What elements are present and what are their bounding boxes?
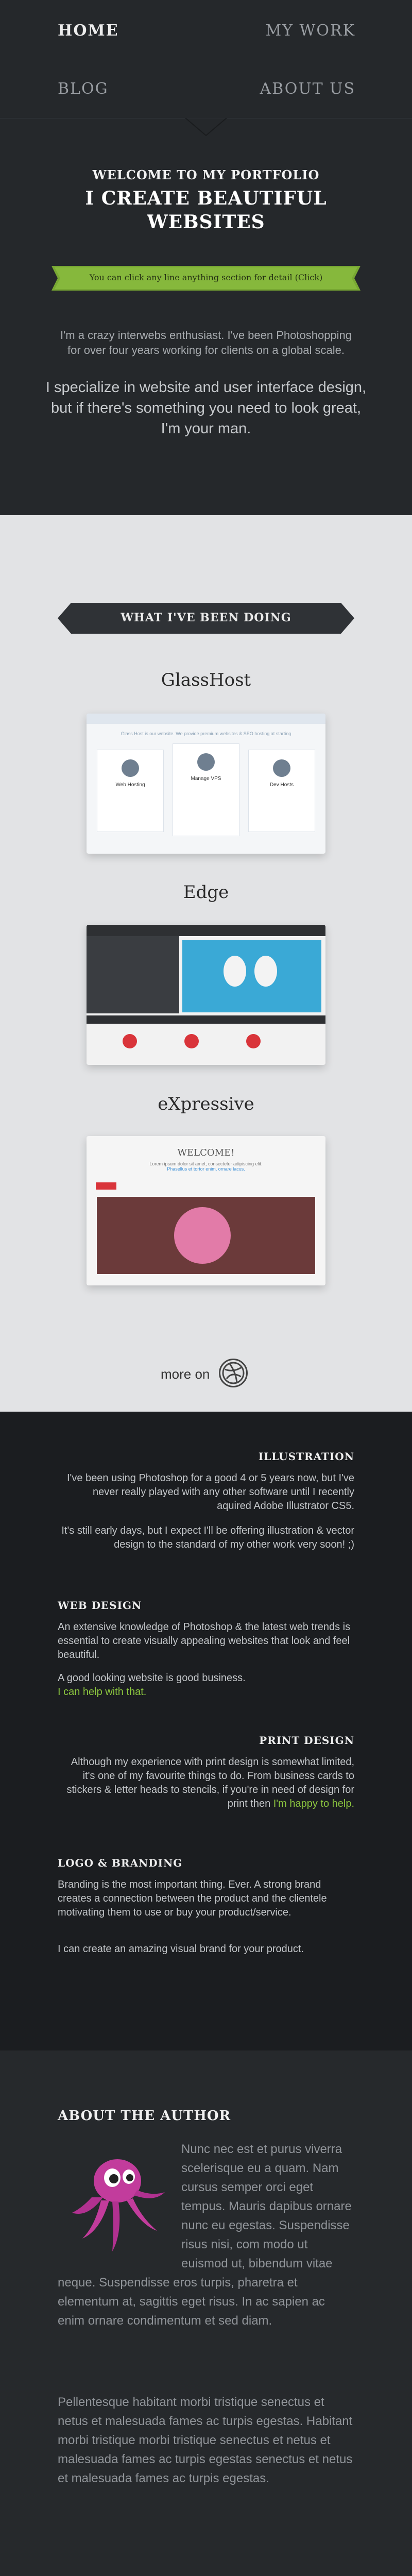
nav-notch-arrow	[185, 118, 227, 137]
hero	[0, 118, 412, 439]
glasshost-card-2-label: Manage VPS	[191, 776, 221, 782]
nav-blog[interactable]: BLOG	[58, 80, 109, 98]
print-design-cta[interactable]: I'm happy to help.	[273, 1798, 354, 1809]
glasshost-card-1	[97, 750, 164, 832]
logo-branding-text-1: Branding is the most important thing. Ever. A strong brand creates a connection between the product and the clientele motivating them to use or buy your product/service.	[58, 1879, 327, 1918]
print-design-heading: PRINT DESIGN	[259, 1734, 354, 1747]
project-thumb-expressive[interactable]	[87, 1136, 325, 1285]
about-text-1	[58, 2140, 354, 2330]
work-section	[0, 515, 412, 1412]
web-design-heading: WEB DESIGN	[58, 1599, 142, 1612]
illustration-heading: ILLUSTRATION	[258, 1450, 354, 1463]
web-design-cta[interactable]: I can help with that.	[58, 1686, 147, 1698]
expressive-line2: Phasellus et tortor enim, ornare lacus.	[167, 1166, 245, 1172]
logo-branding-heading: LOGO & BRANDING	[58, 1857, 183, 1869]
project-title-expressive: eXpressive	[158, 1094, 254, 1114]
web-design-text-2-main: A good looking website is good business.	[58, 1672, 246, 1684]
edge-left-panel	[87, 936, 179, 1013]
about-heading: ABOUT THE AUTHOR	[58, 2108, 231, 2124]
about-image-space	[58, 2140, 181, 2268]
print-design-text	[66, 1755, 354, 1811]
expressive-welcome: WELCOME!	[177, 1147, 235, 1158]
project-thumb-glasshost[interactable]	[87, 714, 325, 854]
web-design-text-1: An extensive knowledge of Photoshop & the latest web trends is essential to create visually appealing websites that look and feel beautiful.	[58, 1621, 351, 1660]
nav-about-us[interactable]: ABOUT US	[260, 80, 355, 98]
web-design-text-2	[58, 1671, 354, 1699]
work-heading: WHAT I'VE BEEN DOING	[121, 611, 291, 624]
print-design-text-main: Although my experience with print design is somewhat limited, it's one of my favourite things to do. From business cards to stickers & letter heads to stencils, if you're in need of design for print then	[66, 1756, 354, 1809]
expressive-hero-image	[97, 1197, 315, 1274]
hero-title-line1: I CREATE BEAUTIFUL	[85, 188, 327, 209]
illustration-text-1: I've been using Photoshop for a good 4 or 5 years now, but I've never really played with any other software until I recently aquired Adobe Illustrator CS5.	[66, 1472, 354, 1512]
logo-branding-text-2: I can create an amazing visual brand for your product.	[58, 1943, 304, 1955]
hero-title	[0, 187, 412, 234]
nav-my-work[interactable]: MY WORK	[265, 22, 355, 40]
glasshost-tagline: Glass Host is our website. We provide premium websites & SEO hosting at starting	[121, 731, 291, 736]
hero-intro-text: I'm a crazy interwebs enthusiast. I've been Photoshopping for over four years working for clients on a global scale.	[60, 329, 352, 357]
ribbon-text: You can click any line anything section for detail (Click)	[89, 273, 323, 282]
glasshost-card-2	[173, 743, 239, 836]
about-text-1-content: Nunc nec est et purus viverra scelerisque eu a quam. Nam cursus semper orci eget tempus. Mauris dapibus ornare nunc eu egestas. Suspendisse risus nisi, com modo ut euismod ut, bibendum vitae neque. Suspendisse eros turpis, pharetra et elementum at, sagittis eget risus. In ac sapien ac enim ornare condimentum et sed diam.	[58, 2142, 352, 2328]
edge-topbar	[87, 925, 325, 936]
edge-feature-icon-3	[246, 1034, 261, 1048]
expressive-button	[96, 1182, 116, 1190]
main-nav	[0, 0, 412, 118]
expressive-character	[174, 1207, 231, 1264]
glasshost-card-3-label: Dev Hosts	[269, 782, 294, 788]
illustration-text-2: It's still early days, but I expect I'll be offering illustration & vector design to the standard of my other work very soon! ;)	[61, 1525, 354, 1550]
glasshost-card-2-icon	[197, 753, 215, 771]
edge-character-1	[224, 956, 246, 987]
edge-hero-image	[182, 940, 321, 1012]
expressive-line1: Lorem ipsum dolor sit amet, consectetur adipiscing elit.	[149, 1161, 263, 1166]
edge-character-2	[254, 956, 277, 987]
about-text-2: Pellentesque habitant morbi tristique senectus et netus et malesuada fames ac turpis egestas. Habitant morbi tristique morbi tristique senectus et netus et malesuada fames ac turpis egestas senectus et netus et malesuada fames ac turpis egestas.	[58, 2395, 353, 2485]
edge-feature-icon-2	[184, 1034, 199, 1048]
glasshost-card-1-icon	[122, 759, 139, 777]
hero-ribbon[interactable]	[52, 266, 360, 291]
about-section	[0, 2050, 412, 2576]
glasshost-topbar	[87, 714, 325, 724]
hero-specialty-text: I specialize in website and user interface design, but if there's something you need to look great, I'm your man.	[45, 379, 367, 437]
edge-feature-icon-1	[123, 1034, 137, 1048]
glasshost-card-1-label: Web Hosting	[115, 782, 145, 788]
project-thumb-edge[interactable]	[87, 925, 325, 1065]
hero-title-line2: WEBSITES	[147, 211, 265, 233]
dribbble-icon[interactable]	[219, 1359, 248, 1387]
glasshost-card-3-icon	[273, 759, 290, 777]
header-section	[0, 0, 412, 515]
glasshost-card-3	[248, 750, 315, 832]
project-title-glasshost: GlassHost	[161, 670, 251, 690]
edge-divider	[87, 1015, 325, 1024]
more-on-text: more on	[161, 1366, 210, 1382]
hero-welcome: WELCOME TO MY PORTFOLIO	[92, 167, 320, 182]
project-title-edge: Edge	[183, 882, 229, 903]
nav-home[interactable]: HOME	[58, 22, 119, 40]
services-section	[0, 1412, 412, 2050]
